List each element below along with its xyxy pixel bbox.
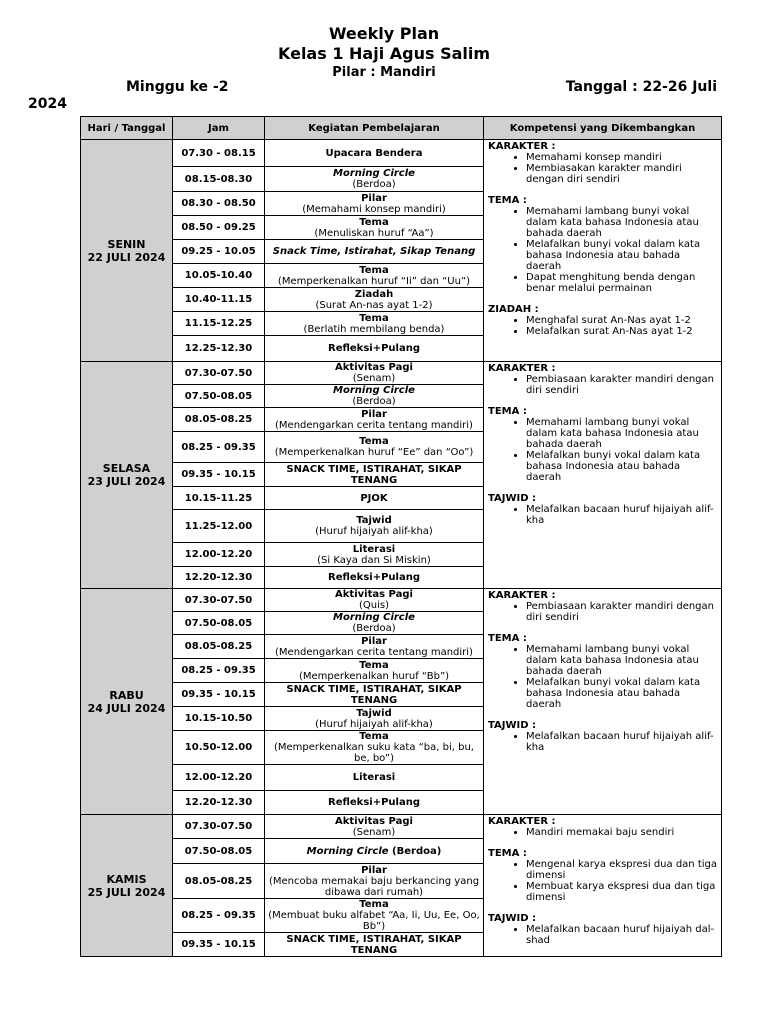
table-header-row	[81, 117, 722, 140]
activity-title: Pilar	[361, 408, 387, 420]
competency-list	[488, 924, 717, 946]
activity-title: Tema	[359, 436, 389, 447]
activity-cell	[265, 589, 484, 612]
activity-detail: (Quis)	[359, 600, 389, 611]
table-row	[81, 362, 722, 385]
activity-cell	[265, 432, 484, 463]
day-name: SENIN	[107, 237, 146, 251]
competency-label: TEMA :	[488, 406, 527, 417]
activity-cell	[265, 635, 484, 659]
activity-cell	[265, 707, 484, 731]
competency-label: KARAKTER :	[488, 363, 556, 374]
activity-title: Tema	[359, 731, 389, 742]
activity-title: Literasi	[352, 772, 396, 783]
competency-item: • Pembiasaan karakter mandiri dengan diri sendiri	[526, 374, 717, 396]
activity-title: Tema	[359, 899, 389, 910]
activity-title: Morning Circle	[306, 845, 389, 857]
competency-item: • Memahami lambang bunyi vokal dalam kata bahasa Indonesia atau bahada daerah	[526, 644, 717, 677]
activity-detail: (Mencoba memakai baju berkancing yang dibawa dari rumah)	[268, 875, 480, 898]
activity-detail: (Berdoa)	[388, 845, 442, 857]
day-date: 25 JULI 2024	[87, 885, 166, 899]
activity-cell	[265, 216, 484, 240]
activity-detail: (Senam)	[352, 826, 396, 838]
activity-title: SNACK TIME, ISTIRAHAT, SIKAP TENANG	[286, 933, 462, 956]
activity-detail: (Memperkenalkan huruf “Bb”)	[298, 670, 450, 682]
activity-detail: (Berlatih membilang benda)	[303, 323, 445, 335]
activity-cell	[265, 385, 484, 408]
time-cell: 08.50 - 09.25	[173, 216, 265, 240]
competency-label: TAJWID :	[488, 493, 537, 504]
competency-cell	[484, 140, 722, 362]
competency-list	[488, 644, 717, 710]
competency-cell	[484, 815, 722, 957]
day-cell	[81, 140, 173, 362]
activity-detail: (Berdoa)	[352, 623, 396, 634]
activity-cell	[265, 463, 484, 487]
activity-detail: (Memperkenalkan huruf “Ee” dan “Oo”)	[274, 447, 474, 458]
activity-title: Tema	[359, 264, 389, 276]
activity-title: Snack Time, Istirahat, Sikap Tenang	[272, 246, 476, 257]
activity-cell	[265, 140, 484, 167]
competency-item: • Dapat menghitung benda dengan benar melalui permainan	[526, 272, 717, 294]
activity-cell	[265, 543, 484, 567]
competency-item: • Memahami lambang bunyi vokal dalam kata bahasa Indonesia atau bahada daerah	[526, 206, 717, 239]
activity-title: Ziadah	[354, 288, 394, 300]
weekly-plan-table	[80, 116, 722, 957]
time-cell: 07.30-07.50	[173, 589, 265, 612]
time-cell: 10.50-12.00	[173, 731, 265, 765]
activity-detail: (Huruf hijaiyah alif-kha)	[315, 526, 433, 537]
time-cell: 07.50-08.05	[173, 612, 265, 635]
activity-cell	[265, 815, 484, 839]
activity-cell	[265, 167, 484, 192]
activity-cell	[265, 264, 484, 288]
activity-title: Morning Circle	[333, 385, 415, 396]
time-cell: 07.30-07.50	[173, 815, 265, 839]
activity-detail: (Menuliskan huruf “Aa”)	[314, 227, 434, 239]
activity-title: Aktivitas Pagi	[335, 589, 413, 600]
activity-detail: (Surat An-nas ayat 1-2)	[315, 299, 433, 311]
competency-item: • Pembiasaan karakter mandiri dengan diri sendiri	[526, 601, 717, 623]
time-cell: 09.35 - 10.15	[173, 683, 265, 707]
competency-item: • Melafalkan bunyi vokal dalam kata bahasa Indonesia atau bahada daerah	[526, 450, 717, 483]
table-row	[81, 589, 722, 612]
activity-detail: (Membuat buku alfabet “Aa, Ii, Uu, Ee, Oo, Bb”)	[268, 910, 480, 932]
time-cell: 08.05-08.25	[173, 864, 265, 899]
competency-item: • Memahami konsep mandiri	[526, 152, 717, 163]
time-cell: 07.30 - 08.15	[173, 140, 265, 167]
competency-list	[488, 152, 717, 185]
competency-cell	[484, 362, 722, 589]
competency-item: • Melafalkan bacaan huruf hijaiyah alif-kha	[526, 731, 717, 753]
activity-detail: (Berdoa)	[352, 396, 396, 407]
activity-title: SNACK TIME, ISTIRAHAT, SIKAP TENANG	[286, 683, 462, 706]
time-cell: 08.25 - 09.35	[173, 899, 265, 933]
activity-cell	[265, 659, 484, 683]
competency-list	[488, 374, 717, 396]
activity-title: Tema	[359, 659, 389, 671]
competency-label: TAJWID :	[488, 720, 537, 731]
competency-label: KARAKTER :	[488, 816, 556, 827]
activity-title: Pilar	[361, 864, 387, 876]
competency-item: • Mandiri memakai baju sendiri	[526, 827, 717, 838]
activity-detail: (Memperkenalkan huruf “Ii” dan “Uu”)	[277, 275, 471, 287]
competency-list	[488, 859, 717, 903]
document-title: Weekly Plan	[328, 24, 440, 43]
activity-cell	[265, 933, 484, 957]
competency-item: • Memahami lambang bunyi vokal dalam kata bahasa Indonesia atau bahada daerah	[526, 417, 717, 450]
activity-cell	[265, 240, 484, 264]
activity-detail: (Memperkenalkan suku kata “ba, bi, bu, be, bo”)	[273, 742, 474, 764]
activity-cell	[265, 765, 484, 791]
time-cell: 08.05-08.25	[173, 408, 265, 432]
activity-title: PJOK	[360, 492, 388, 504]
time-cell: 08.25 - 09.35	[173, 432, 265, 463]
activity-title: Tema	[359, 216, 389, 228]
activity-title: Literasi	[352, 543, 396, 555]
competency-list	[488, 504, 717, 526]
activity-title: SNACK TIME, ISTIRAHAT, SIKAP TENANG	[286, 463, 462, 486]
activity-cell	[265, 731, 484, 765]
competency-label: TEMA :	[488, 633, 527, 644]
activity-title: Refleksi+Pulang	[328, 343, 420, 354]
activity-cell	[265, 312, 484, 336]
competency-item: • Melafalkan bunyi vokal dalam kata bahasa Indonesia atau bahada daerah	[526, 239, 717, 272]
activity-title: Tajwid	[356, 515, 392, 526]
competency-list	[488, 731, 717, 753]
activity-detail: (Mendengarkan cerita tentang mandiri)	[275, 419, 473, 431]
activity-cell	[265, 864, 484, 899]
competency-item: • Menghafal surat An-Nas ayat 1-2	[526, 315, 717, 326]
header-kompetensi: Kompetensi yang Dikembangkan	[484, 117, 722, 140]
competency-item: • Melafalkan bacaan huruf hijaiyah dal-shad	[526, 924, 717, 946]
header-kegiatan: Kegiatan Pembelajaran	[265, 117, 484, 140]
activity-detail: (Si Kaya dan Si Miskin)	[317, 554, 431, 566]
competency-list	[488, 206, 717, 294]
time-cell: 09.35 - 10.15	[173, 463, 265, 487]
competency-item: • Melafalkan bunyi vokal dalam kata bahasa Indonesia atau bahada daerah	[526, 677, 717, 710]
activity-title: Aktivitas Pagi	[335, 815, 413, 827]
competency-label: KARAKTER :	[488, 590, 556, 601]
activity-cell	[265, 192, 484, 216]
activity-cell	[265, 336, 484, 362]
year-label: 2024	[28, 96, 67, 112]
activity-cell	[265, 288, 484, 312]
time-cell: 10.40-11.15	[173, 288, 265, 312]
activity-title: Aktivitas Pagi	[335, 362, 413, 373]
activity-title: Refleksi+Pulang	[328, 572, 420, 583]
day-name: SELASA	[102, 462, 151, 475]
competency-list	[488, 827, 717, 838]
time-cell: 12.20-12.30	[173, 791, 265, 815]
time-cell: 10.15-11.25	[173, 487, 265, 510]
time-cell: 08.25 - 09.35	[173, 659, 265, 683]
activity-cell	[265, 362, 484, 385]
time-cell: 12.00-12.20	[173, 765, 265, 791]
time-cell: 08.05-08.25	[173, 635, 265, 659]
day-date: 24 JULI 2024	[87, 701, 166, 715]
activity-detail: (Memahami konsep mandiri)	[302, 203, 446, 215]
time-cell: 08.30 - 08.50	[173, 192, 265, 216]
time-cell: 12.00-12.20	[173, 543, 265, 567]
date-range-label: Tanggal : 22-26 Juli	[565, 79, 717, 95]
time-cell: 07.30-07.50	[173, 362, 265, 385]
activity-title: Upacara Bendera	[325, 147, 423, 159]
competency-cell	[484, 589, 722, 815]
activity-title: Tajwid	[356, 707, 392, 719]
day-date: 22 JULI 2024	[87, 250, 166, 264]
competency-list	[488, 417, 717, 483]
week-label: Minggu ke -2	[126, 79, 229, 95]
activity-detail: (Senam)	[352, 373, 396, 384]
activity-cell	[265, 683, 484, 707]
activity-detail: (Berdoa)	[352, 179, 396, 190]
competency-label: KARAKTER :	[488, 141, 556, 152]
time-cell: 08.15-08.30	[173, 167, 265, 192]
class-name: Kelas 1 Haji Agus Salim	[277, 44, 491, 63]
day-name: RABU	[109, 688, 144, 702]
time-cell: 07.50-08.05	[173, 385, 265, 408]
activity-cell	[265, 408, 484, 432]
competency-item: • Mengenal karya ekspresi dua dan tiga dimensi	[526, 859, 717, 881]
activity-title: Tema	[359, 312, 389, 324]
activity-title: Pilar	[361, 192, 387, 204]
activity-cell	[265, 567, 484, 589]
day-cell	[81, 362, 173, 589]
activity-detail: (Mendengarkan cerita tentang mandiri)	[275, 646, 473, 658]
header-jam: Jam	[173, 117, 265, 140]
table-row	[81, 815, 722, 839]
competency-label: ZIADAH :	[488, 304, 539, 315]
activity-detail: (Huruf hijaiyah alif-kha)	[315, 718, 433, 730]
activity-title: Refleksi+Pulang	[328, 797, 420, 808]
competency-label: TEMA :	[488, 195, 527, 206]
time-cell: 07.50-08.05	[173, 839, 265, 864]
competency-item: • Melafalkan surat An-Nas ayat 1-2	[526, 326, 717, 337]
competency-list	[488, 315, 717, 337]
day-date: 23 JULI 2024	[87, 475, 166, 488]
competency-item: • Membuat karya ekspresi dua dan tiga dimensi	[526, 881, 717, 903]
time-cell: 12.20-12.30	[173, 567, 265, 589]
activity-cell	[265, 791, 484, 815]
activity-title: Pilar	[361, 635, 387, 647]
day-cell	[81, 589, 173, 815]
activity-cell	[265, 839, 484, 864]
activity-title: Morning Circle	[333, 168, 415, 179]
time-cell: 12.25-12.30	[173, 336, 265, 362]
activity-cell	[265, 612, 484, 635]
time-cell: 11.25-12.00	[173, 510, 265, 543]
header-hari: Hari / Tanggal	[81, 117, 173, 140]
activity-cell	[265, 899, 484, 933]
time-cell: 09.25 - 10.05	[173, 240, 265, 264]
competency-label: TAJWID :	[488, 913, 537, 924]
competency-list	[488, 601, 717, 623]
competency-label: TEMA :	[488, 848, 527, 859]
activity-cell	[265, 510, 484, 543]
day-cell	[81, 815, 173, 957]
competency-item: • Membiasakan karakter mandiri dengan diri sendiri	[526, 163, 717, 185]
day-name: KAMIS	[106, 872, 147, 886]
activity-cell	[265, 487, 484, 510]
pilar-label: Pilar : Mandiri	[332, 65, 436, 80]
competency-item: • Melafalkan bacaan huruf hijaiyah alif-kha	[526, 504, 717, 526]
time-cell: 09.35 - 10.15	[173, 933, 265, 957]
time-cell: 10.15-10.50	[173, 707, 265, 731]
time-cell: 10.05-10.40	[173, 264, 265, 288]
table-row	[81, 140, 722, 167]
time-cell: 11.15-12.25	[173, 312, 265, 336]
activity-title: Morning Circle	[333, 612, 415, 623]
